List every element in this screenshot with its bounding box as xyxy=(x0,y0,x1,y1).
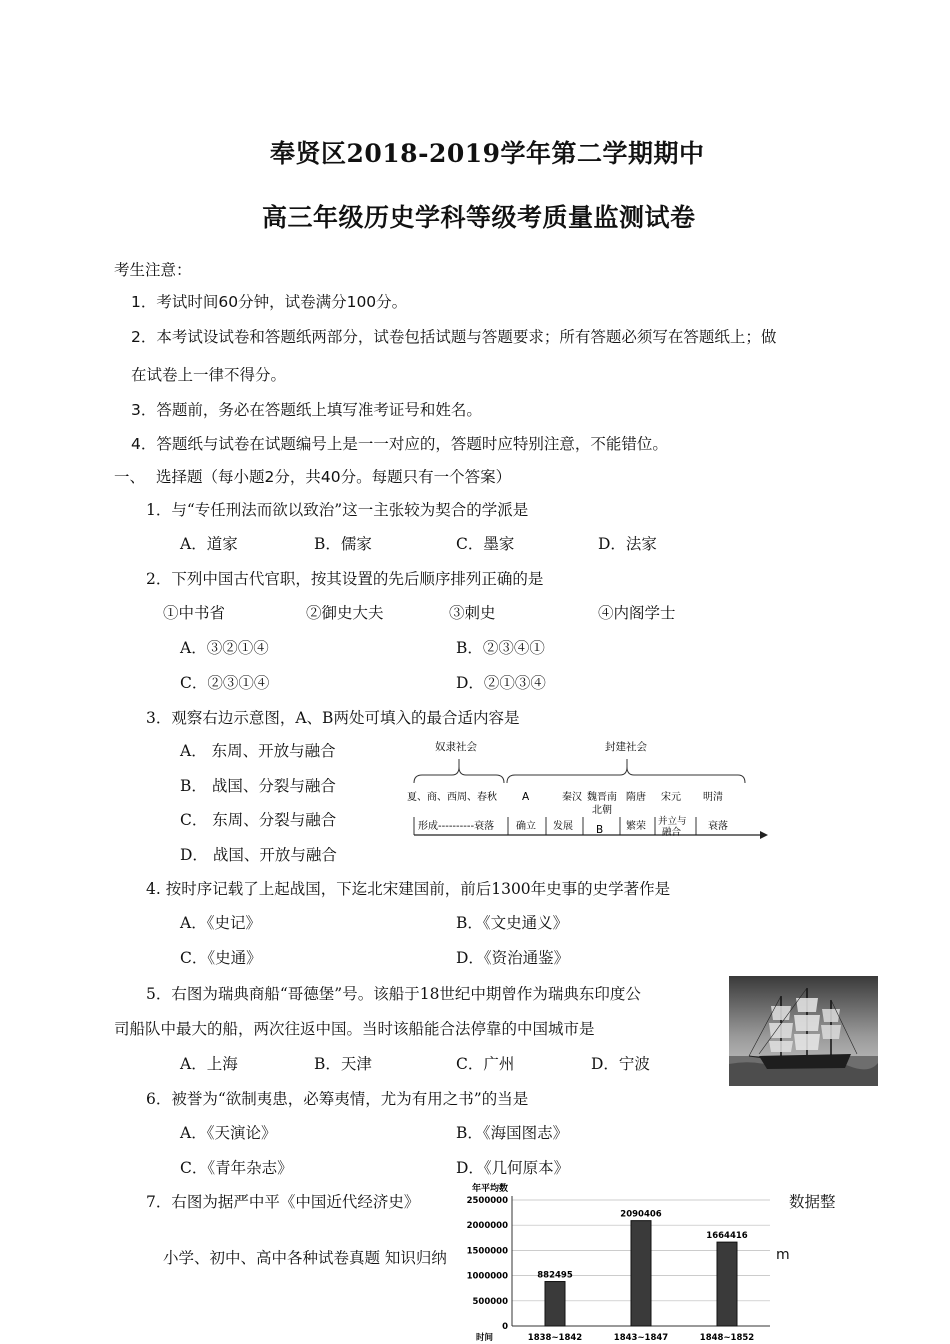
notice-item-2: 2．本考试设试卷和答题纸两部分，试卷包括试题与答题要求；所有答题必须写在答题纸上；做 xyxy=(131,328,777,346)
q2-option-c: C．②③①④ xyxy=(180,674,270,692)
chart-ytick-label: 1500000 xyxy=(466,1246,508,1257)
q4-stem: 4. 按时序记载了上起战国，下迄北宋建国前，前后1300年史事的史学著作是 xyxy=(146,880,671,898)
chart-data-label: 2090406 xyxy=(620,1209,662,1220)
chart-ytick-label: 500000 xyxy=(472,1296,508,1307)
q5-option-b: B．天津 xyxy=(314,1055,372,1073)
chart-bar xyxy=(631,1221,651,1326)
gotheborg-ship-photo xyxy=(729,976,878,1086)
label-feudal-society: 封建社会 xyxy=(605,741,647,753)
period-xia-chunqiu: 夏、商、西周、春秋 xyxy=(407,792,497,803)
stage-b: B xyxy=(596,824,604,836)
chart-ytick-label: 1000000 xyxy=(466,1271,508,1282)
q5-stem-line-2: 司船队中最大的船，两次往返中国。当时该船能合法停靠的中国城市是 xyxy=(114,1020,595,1038)
stage-formation-decline: 形成----------衰落 xyxy=(418,821,495,832)
footer-m: m xyxy=(776,1247,790,1263)
q2-option-a: A．③②①④ xyxy=(180,639,269,657)
q7-stem-right: 数据整 xyxy=(789,1193,836,1211)
q4-option-c: C．《史通》 xyxy=(180,949,262,967)
label-slave-society: 奴隶社会 xyxy=(435,741,477,753)
q5-option-a: A．上海 xyxy=(180,1055,238,1073)
chart-data-label: 882495 xyxy=(537,1270,573,1281)
period-suitang: 隋唐 xyxy=(626,792,646,803)
q3-timeline-diagram xyxy=(400,735,780,845)
q5-stem-line-1: 5．右图为瑞典商船“哥德堡”号。该船于18世纪中期曾作为瑞典东印度公 xyxy=(146,985,641,1003)
footer-watermark: 小学、初中、高中各种试卷真题 知识归纳 xyxy=(163,1249,447,1267)
q1-option-d: D．法家 xyxy=(598,535,657,553)
q3-option-b: B． 战国、分裂与融合 xyxy=(180,777,336,795)
q2-item-3: ③刺史 xyxy=(449,604,496,622)
chart-data-label: 1664416 xyxy=(706,1231,748,1242)
q3-option-c: C． 东周、分裂与融合 xyxy=(180,811,337,829)
q3-stem: 3．观察右边示意图，A、B两处可填入的最合适内容是 xyxy=(146,709,520,727)
q1-option-c: C．墨家 xyxy=(456,535,515,553)
q3-option-a: A． 东周、开放与融合 xyxy=(180,742,336,760)
chart-xlabel: 时间 xyxy=(476,1333,494,1343)
q6-option-b: B．《海国图志》 xyxy=(456,1124,569,1142)
brace-feudal xyxy=(507,767,745,783)
notice-heading: 考生注意： xyxy=(114,261,192,279)
chart-xtick-label: 1843~1847 xyxy=(613,1333,669,1343)
q7-bar-chart xyxy=(458,1178,776,1344)
chart-ytick-label: 2000000 xyxy=(466,1221,508,1232)
stage-merge: 融合 xyxy=(662,827,682,838)
q4-option-b: B．《文史通义》 xyxy=(456,914,569,932)
timeline-arrow-icon xyxy=(760,831,768,839)
period-qinhan: 秦汉 xyxy=(562,792,582,803)
q4-option-a: A．《史记》 xyxy=(180,914,261,932)
q2-option-b: B．②③④① xyxy=(456,639,545,657)
notice-item-2-cont: 在试卷上一律不得分。 xyxy=(131,366,287,384)
q5-option-d: D．宁波 xyxy=(591,1055,650,1073)
notice-item-1: 1．考试时间60分钟，试卷满分100分。 xyxy=(131,293,408,311)
chart-bar xyxy=(545,1282,565,1326)
q1-stem: 1．与“专任刑法而欲以致治”这一主张较为契合的学派是 xyxy=(146,501,529,519)
q6-option-c: C．《青年杂志》 xyxy=(180,1159,293,1177)
period-weijin: 魏晋南 xyxy=(587,792,617,803)
q2-item-2: ②御史大夫 xyxy=(306,604,384,622)
q3-option-d: D． 战国、开放与融合 xyxy=(180,846,337,864)
stage-coexist: 并立与 xyxy=(658,816,687,827)
period-songyuan: 宋元 xyxy=(661,792,681,803)
q7-stem-left: 7．右图为据严中平《中国近代经济史》 xyxy=(146,1193,420,1211)
chart-ylabel: 年平均数 xyxy=(472,1184,509,1194)
title-line-1: 奉贤区2018-2019学年第二学期期中 xyxy=(270,139,705,168)
q2-stem: 2．下列中国古代官职，按其设置的先后顺序排列正确的是 xyxy=(146,570,544,588)
chart-ytick-label: 0 xyxy=(502,1322,508,1332)
chart-ytick-label: 2500000 xyxy=(466,1196,508,1206)
title-line-2: 高三年级历史学科等级考质量监测试卷 xyxy=(262,203,696,232)
q2-option-d: D．②①③④ xyxy=(456,674,546,692)
q5-option-c: C．广州 xyxy=(456,1055,515,1073)
stage-establish: 确立 xyxy=(516,821,536,832)
chart-xtick-label: 1848~1852 xyxy=(699,1333,755,1343)
q6-stem: 6．被誉为“欲制夷患，必筹夷情，尤为有用之书”的当是 xyxy=(146,1090,529,1108)
q1-option-b: B．儒家 xyxy=(314,535,372,553)
stage-prosper: 繁荣 xyxy=(626,821,646,832)
q6-option-d: D．《几何原本》 xyxy=(456,1159,570,1177)
chart-xtick-label: 1838~1842 xyxy=(527,1333,583,1343)
q2-item-4: ④内阁学士 xyxy=(598,604,676,622)
period-mingqing: 明清 xyxy=(703,792,723,803)
brace-slave xyxy=(414,767,504,783)
q2-item-1: ①中书省 xyxy=(163,604,226,622)
notice-item-4: 4．答题纸与试卷在试题编号上是一一对应的，答题时应特别注意，不能错位。 xyxy=(131,435,668,453)
period-a: A xyxy=(522,791,530,803)
period-beichao: 北朝 xyxy=(592,805,612,816)
q6-option-a: A．《天演论》 xyxy=(180,1124,277,1142)
section-heading: 选择题（每小题2分，共40分。每题只有一个答案） xyxy=(156,468,512,486)
section-number: 一、 xyxy=(114,468,146,486)
stage-decline: 衰落 xyxy=(708,821,728,832)
notice-item-3: 3．答题前，务必在答题纸上填写准考证号和姓名。 xyxy=(131,401,482,419)
chart-bar xyxy=(717,1242,737,1326)
q4-option-d: D．《资治通鉴》 xyxy=(456,949,570,967)
stage-develop: 发展 xyxy=(553,821,573,832)
q1-option-a: A．道家 xyxy=(180,535,238,553)
